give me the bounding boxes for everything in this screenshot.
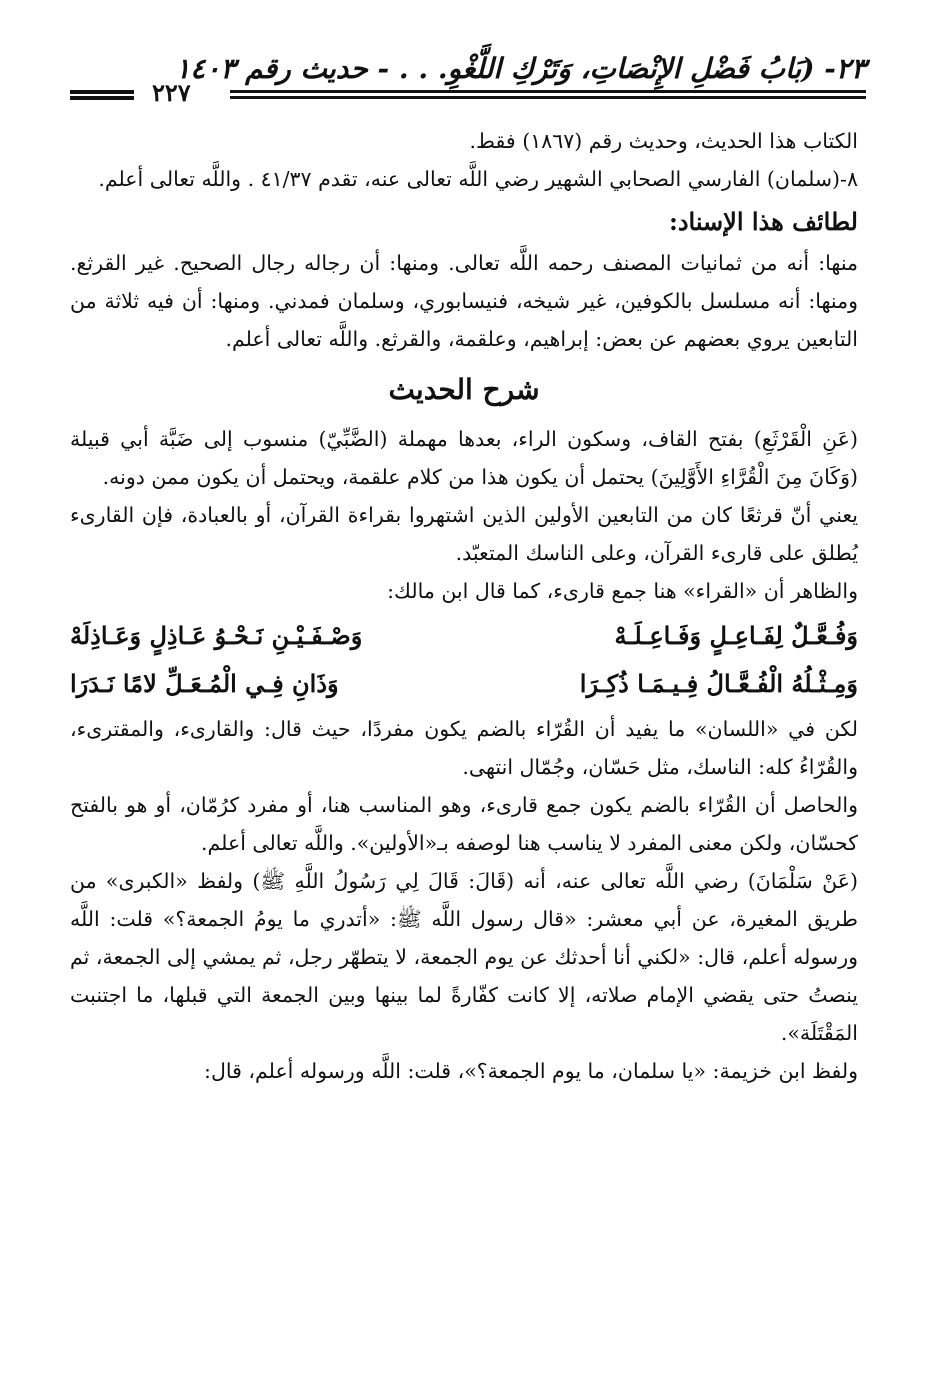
verse-second-hemistich: وَصْـفَـيْـنِ نَـحْـوُ عَـاذِلٍ وَعَـاذِلَهْ	[70, 621, 363, 650]
paragraph: الكتاب هذا الحديث، وحديث رقم (١٨٦٧) فقط.	[469, 129, 858, 153]
verse-first-hemistich: وَفُـعَّـلٌ لِفَـاعِـلٍ وَفَـاعِـلَـهْ	[614, 621, 858, 650]
header-rule-right	[230, 90, 866, 100]
page-number: ٢٢٧	[152, 78, 191, 107]
verse-second-hemistich: وَذَانِ فِـي الْمُـعَـلِّ لامًا نَـدَرَا	[70, 669, 339, 698]
section-title: شرح الحديث	[388, 373, 540, 406]
header-title: ٢٣- (بَابُ فَضْلِ الإِنْصَاتِ، وَتَرْكِ اللَّغْوِ. . . - حديث رقم ١٤٠٣	[175, 52, 866, 85]
poem-verse	[70, 614, 858, 658]
paragraph: ولفظ ابن خزيمة: «يا سلمان، ما يوم الجمعة؟»، قلت: اللَّه ورسوله أعلم، قال:	[204, 1059, 858, 1083]
paragraph: والحاصل أن القُرّاء بالضم يكون جمع قارىء، وهو المناسب هنا، أو مفرد كرُمّان، أو هو بالفتح كحسّان، ولكن معنى المفرد لا يناسب هنا لوصفه بـ«الأولين». واللَّه تعالى أعلم.	[70, 793, 858, 855]
header-rule-left	[70, 90, 134, 100]
paragraph: ٨-(سلمان) الفارسي الصحابي الشهير رضي اللَّه تعالى عنه، تقدم ٤١/٣٧ . واللَّه تعالى أعلم.	[98, 167, 858, 191]
paragraph: والظاهر أن «القراء» هنا جمع قارىء، كما قال ابن مالك:	[387, 579, 858, 603]
paragraph: لكن في «اللسان» ما يفيد أن القُرّاء بالضم يكون مفردًا، حيث قال: والقارىء، والمقترىء، والقُرّاءُ كله: الناسك، مثل حَسّان، وجُمّال انتهى.	[70, 717, 858, 779]
paragraph: (عَنْ سَلْمَانَ) رضي اللَّه تعالى عنه، أنه (قَالَ: قَالَ لِي رَسُولُ اللَّهِ ﷺ) ولفظ «الكبرى» من طريق المغيرة، عن أبي معشر: «قال رسول اللَّه ﷺ: «أتدري ما يومُ الجمعة؟» قلت: اللَّه ورسوله أعلم، قال: «لكني أنا أحدثك عن يوم الجمعة، لا يتطهّر رجل، ثم يمشي إلى الجمعة، ثم ينصتُ حتى يقضي الإمام صلاته، إلا كانت كفّارةً لما بينها وبين الجمعة التي قبلها، ما اجتنبت المَقْتَلَة».	[70, 869, 858, 1045]
poem-verse	[70, 662, 858, 706]
paragraph: منها: أنه من ثمانيات المصنف رحمه اللَّه تعالى. ومنها: أن رجاله رجال الصحيح. غير القرثع. ومنها: أنه مسلسل بالكوفين، غير شيخه، فنيسابوري، وسلمان فمدني. ومنها: أن فيه ثلاثة من التابعين يروي بعضهم عن بعض: إبراهيم، وعلقمة، والقرثع. واللَّه تعالى أعلم.	[70, 251, 858, 351]
verse-first-hemistich: وَمِـثْـلُهُ الْفُـعَّـالُ فِـيـمَـا ذُكِـرَا	[579, 669, 858, 698]
paragraph: يعني أنّ قرثعًا كان من التابعين الأولين الذين اشتهروا بقراءة القرآن، أو بالعبادة، فإن القارىء يُطلق على قارىء القرآن، وعلى الناسك المتعبّد.	[70, 503, 858, 565]
running-header	[70, 50, 866, 106]
page-body	[70, 122, 858, 1090]
paragraph: (عَنِ الْقَرْثَعِ) بفتح القاف، وسكون الراء، بعدها مهملة (الضَّبِّيّ) منسوب إلى ضَبَّة أبي قبيلة (وَكَانَ مِنَ الْقُرَّاءِ الأَوَّلِينَ) يحتمل أن يكون هذا من كلام علقمة، ويحتمل أن يكون ممن دونه.	[70, 427, 858, 489]
section-heading: لطائف هذا الإسناد:	[668, 207, 858, 236]
